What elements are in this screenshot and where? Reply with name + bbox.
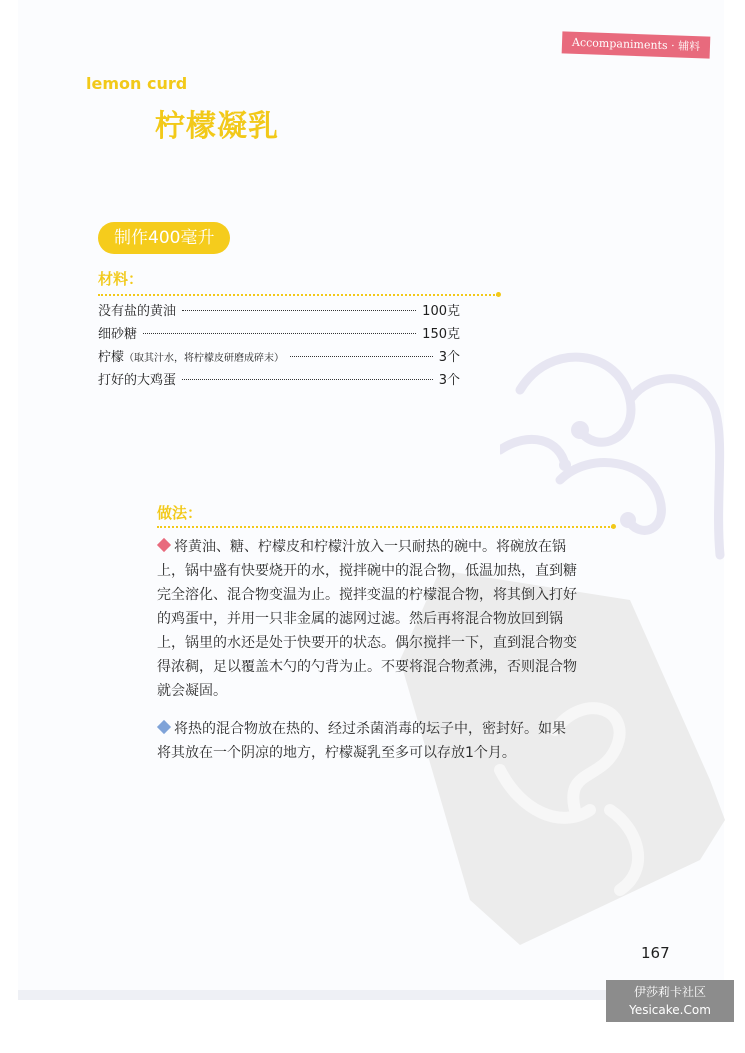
- step-text: 将黄油、糖、柠檬皮和柠檬汁放入一只耐热的碗中。将碗放在锅上，锅中盛有快要烧开的水，搅拌碗中的混合物，低温加热，直到糖完全溶化、混合物变温为止。搅拌变温的柠檬混合物，将其倒入打好的鸡蛋中，并用一只非金属的滤网过滤。然后再将混合物放回到锅上，锅里的水还是处于快要开的状态。偶尔搅拌一下，直到混合物变得浓稠，足以覆盖木勺的勺背为止。不要将混合物煮沸，否则混合物就会凝固。: [157, 539, 577, 699]
- ingredient-name: 细砂糖: [98, 327, 138, 342]
- page-number: 167: [641, 944, 670, 962]
- method-step: [157, 535, 577, 703]
- step-text: 将热的混合物放在热的、经过杀菌消毒的坛子中，密封好。如果将其放在一个阴凉的地方，柠檬凝乳至多可以存放1个月。: [157, 721, 566, 761]
- yield-badge: 制作400毫升: [98, 222, 230, 254]
- ingredient-quantity: 150克: [422, 327, 460, 342]
- section-tag: Accompaniments · 辅料: [562, 31, 711, 58]
- ingredient-row: [98, 369, 460, 392]
- dot-leader: [143, 333, 416, 334]
- method-divider-end-dot: [611, 524, 616, 529]
- dot-leader: [182, 379, 433, 380]
- ingredients-divider: [98, 294, 498, 296]
- ingredients-heading: 材料：: [98, 270, 144, 288]
- method-step: [157, 717, 577, 765]
- method-heading: 做法：: [157, 504, 203, 522]
- method-divider: [157, 526, 613, 528]
- ingredient-name: 没有盐的黄油: [98, 304, 177, 319]
- ingredient-note: （取其汁水，将柠檬皮研磨成碎末）: [124, 353, 285, 364]
- ingredient-row: [98, 323, 460, 346]
- english-title: lemon curd: [86, 74, 188, 93]
- ingredient-quantity: 3个: [438, 350, 460, 365]
- ingredients-list: [98, 300, 460, 392]
- ingredient-name: 柠檬: [98, 350, 125, 365]
- ingredients-divider-end-dot: [496, 292, 501, 297]
- method-steps: [157, 535, 577, 779]
- dot-leader: [182, 310, 416, 311]
- ingredient-quantity: 100克: [422, 304, 460, 319]
- page-title: 柠檬凝乳: [155, 109, 279, 144]
- ingredient-row: [98, 300, 460, 323]
- ingredient-row: [98, 346, 460, 369]
- diamond-bullet-icon: [157, 538, 171, 552]
- dot-leader: [290, 356, 433, 357]
- watermark-line-1: 伊莎莉卡社区: [633, 985, 706, 999]
- ingredient-quantity: 3个: [438, 373, 460, 388]
- watermark-line-2: Yesicake.Com: [629, 1003, 711, 1017]
- diamond-bullet-icon: [157, 720, 171, 734]
- ingredient-name: 打好的大鸡蛋: [98, 373, 177, 388]
- site-watermark: [606, 980, 734, 1022]
